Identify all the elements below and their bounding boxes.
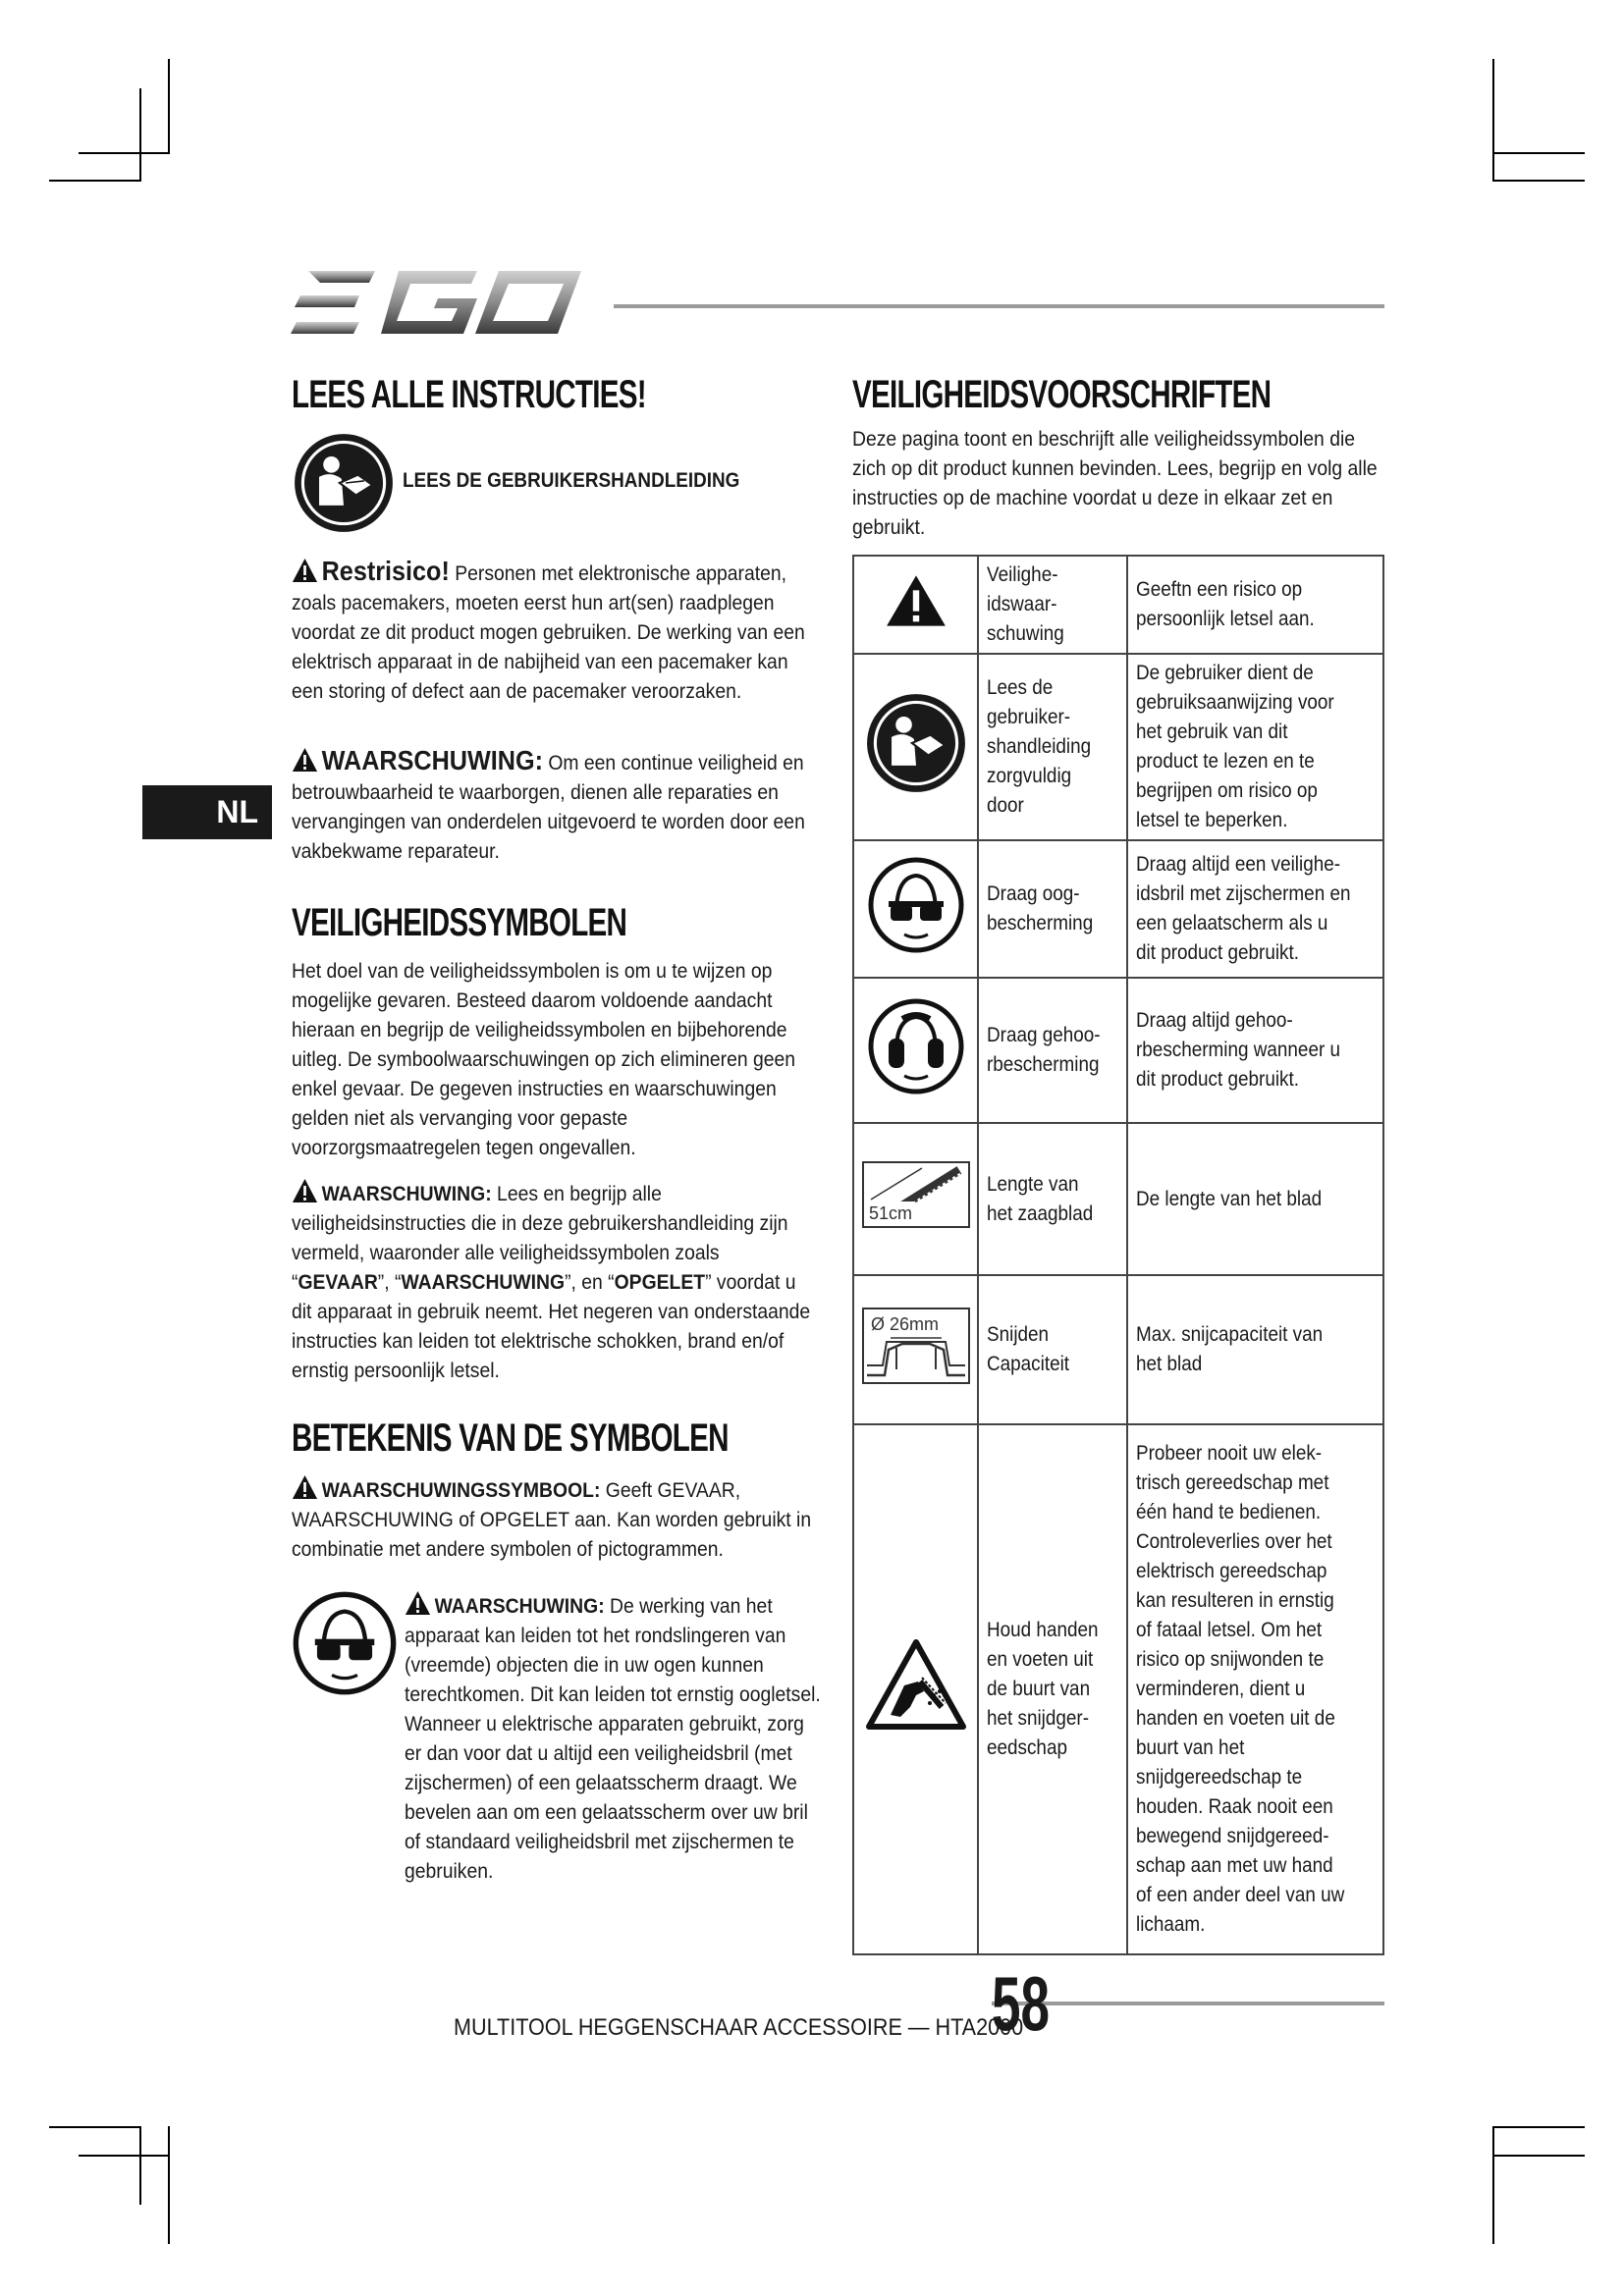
safety-symbols-table bbox=[852, 555, 1384, 1955]
cutting-capacity-icon bbox=[861, 1307, 971, 1385]
warning-repairs-paragraph bbox=[292, 746, 813, 866]
crop-mark bbox=[139, 2126, 141, 2205]
symbol-name: Draag oog-bescherming bbox=[987, 882, 1094, 934]
table-cell-desc bbox=[1127, 978, 1383, 1123]
table-cell-name bbox=[978, 1424, 1127, 1954]
symbol-description: De gebruiker dient de gebruiksaanwijzing voor het gebruik van dit product te lezen en te begrijpen om risico op letsel te beperken. bbox=[1136, 662, 1334, 831]
table-cell-icon bbox=[853, 1275, 978, 1424]
crop-mark bbox=[79, 152, 170, 154]
warning-symbol-paragraph bbox=[292, 1474, 813, 1564]
symbol-name: Snijden Capaciteit bbox=[987, 1323, 1070, 1375]
crop-mark bbox=[1492, 2126, 1494, 2244]
symbol-description: Max. snijcapaciteit van het blad bbox=[1136, 1323, 1324, 1375]
warning-triangle-icon bbox=[292, 1178, 318, 1203]
crop-mark bbox=[1492, 2126, 1585, 2128]
footer-rule bbox=[992, 2002, 1384, 2005]
warning-triangle-icon bbox=[292, 558, 318, 583]
blade-length-icon bbox=[861, 1160, 971, 1229]
warning-eye-paragraph bbox=[405, 1590, 825, 1886]
safety-rules-intro: Deze pagina toont en beschrijft alle veiligheidssymbolen die zich op dit product kunnen bevinden. Lees, begrijp en volg alle instructies op de machine voordat u deze in elkaar zet en gebruikt. bbox=[852, 427, 1378, 539]
table-cell-icon bbox=[853, 1424, 978, 1954]
ego-logo bbox=[291, 267, 585, 338]
warning-text: ”, en “ bbox=[565, 1270, 615, 1294]
crop-mark bbox=[139, 88, 141, 182]
table-cell-icon bbox=[853, 978, 978, 1123]
page-number: 58 bbox=[992, 1960, 1051, 2047]
safety-symbols-paragraph: Het doel van de veiligheidssymbolen is om u te wijzen op mogelijke gevaren. Besteed daarom voldoende aandacht hieraan en begrijp de veiligheidssymbolen en bijbehorende uitleg. De symboolwaarschuwingen op zich elimineren geen enkel gevaar. De gegeven instructies en waarschuwingen gelden niet als vervanging voor gepaste voorzorgsmaatregelen tegen ongevallen. bbox=[292, 959, 796, 1159]
symbol-description: De lengte van het blad bbox=[1136, 1187, 1323, 1210]
symbol-description: Probeer nooit uw elek-trisch gereedschap met één hand te bedienen. Controleverlies over het elektrisch gereedschap kan resulteren in ernstig of fataal letsel. Om het risico op snijwonden te verminderen, dient u handen en voeten uit de buurt van het snijdgereedschap te houden. Raak nooit een bewegend snijdgereed-schap aan met uw hand of een ander deel van uw lichaam. bbox=[1136, 1442, 1345, 1936]
warning-read-paragraph bbox=[292, 1178, 813, 1385]
language-tab: NL bbox=[142, 785, 272, 839]
table-cell-name bbox=[978, 654, 1127, 840]
table-cell-name bbox=[978, 1275, 1127, 1424]
crop-mark bbox=[49, 180, 141, 182]
warning-text: ” voordat u dit apparaat in gebruik neemt. Het negeren van onderstaande instructies kan leiden tot elektrische schokken, brand en/of ernstig persoonlijk letsel. bbox=[292, 1270, 811, 1382]
table-cell-icon bbox=[853, 840, 978, 978]
table-row bbox=[853, 654, 1383, 840]
table-cell-desc bbox=[1127, 654, 1383, 840]
symbol-name: Houd handen en voeten uit de buurt van het snijdger-eedschap bbox=[987, 1619, 1099, 1759]
heading-safety-symbols: VEILIGHEIDSSYMBOLEN bbox=[292, 901, 627, 944]
symbol-description: Geeftn een risico op persoonlijk letsel aan. bbox=[1136, 578, 1315, 630]
table-row bbox=[853, 556, 1383, 654]
warning-triangle-icon bbox=[885, 572, 947, 629]
crop-mark bbox=[1492, 59, 1494, 182]
table-row bbox=[853, 840, 1383, 978]
symbol-name: Veilighe-idswaar-schuwing bbox=[987, 563, 1064, 645]
symbol-name: Draag gehoo-rbescherming bbox=[987, 1024, 1101, 1076]
read-manual-icon bbox=[293, 432, 395, 534]
blade-length-label: 51cm bbox=[868, 1203, 912, 1223]
symbol-description: Draag altijd een veilighe-idsbril met zijschermen en een gelaatscherm als u dit product gebruikt. bbox=[1136, 853, 1351, 964]
warning-triangle-icon bbox=[405, 1590, 431, 1616]
table-cell-desc bbox=[1127, 1123, 1383, 1275]
eye-protection-icon bbox=[292, 1590, 398, 1696]
residual-risk-text: Personen met elektronische apparaten, zoals pacemakers, moeten eerst hun art(sen) raadplegen voordat ze dit product mogen gebruiken. De werking van een elektrisch apparaat in de nabijheid van een pacemaker kan een storing of defect aan de pacemaker veroorzaken. bbox=[292, 561, 805, 703]
crop-mark bbox=[79, 2155, 170, 2157]
keyword-caution: OPGELET bbox=[614, 1270, 706, 1294]
ear-protection-icon bbox=[867, 997, 965, 1095]
warning-text: Om een continue veiligheid en betrouwbaarheid te waarborgen, dienen alle reparaties en vervangingen van onderdelen uitgevoerd te worden door een vakbekwame reparateur. bbox=[292, 751, 805, 863]
heading-read-instructions: LEES ALLE INSTRUCTIES! bbox=[292, 373, 646, 416]
heading-symbol-meaning: BETEKENIS VAN DE SYMBOLEN bbox=[292, 1416, 729, 1460]
warning-text: ”, “ bbox=[377, 1270, 402, 1294]
table-cell-name bbox=[978, 840, 1127, 978]
header-rule bbox=[614, 304, 1384, 308]
table-row bbox=[853, 978, 1383, 1123]
table-cell-name bbox=[978, 978, 1127, 1123]
symbol-description: Draag altijd gehoo-rbescherming wanneer u dit product gebruikt. bbox=[1136, 1009, 1341, 1091]
warning-symbol-text: Geeft GEVAAR, WAARSCHUWING of OPGELET aan. Kan worden gebruikt in combinatie met andere symbolen of pictogrammen. bbox=[292, 1478, 812, 1561]
crop-mark bbox=[168, 2126, 170, 2244]
table-cell-desc bbox=[1127, 840, 1383, 978]
crop-mark bbox=[49, 2126, 141, 2128]
eye-protection-icon bbox=[867, 856, 965, 954]
table-cell-desc bbox=[1127, 1275, 1383, 1424]
warning-text: Lees en begrijp alle veiligheidsinstructies die in deze gebruikershandleiding zijn vermeld, waaronder alle veiligheidssymbolen zoals “ bbox=[292, 1182, 788, 1294]
warning-label: WAARSCHUWING: bbox=[321, 1182, 492, 1205]
table-cell-icon bbox=[853, 1123, 978, 1275]
crop-mark bbox=[168, 59, 170, 154]
table-cell-desc bbox=[1127, 1424, 1383, 1954]
read-manual-label: LEES DE GEBRUIKERSHANDLEIDING bbox=[403, 469, 740, 492]
warning-eye-text: De werking van het apparaat kan leiden tot het rondslingeren van (vreemde) objecten die in uw ogen kunnen terechtkomen. Dit kan leiden tot ernstig oogletsel. Wanneer u elektrische apparaten gebruikt, zorg er dan voor dat u altijd een veiligheidsbril (met zijschermen) of een gelaatsscherm draagt. We bevelen aan om een gelaatsscherm over uw bril of standaard veiligheidsbril met zijschermen te gebruiken. bbox=[405, 1594, 821, 1883]
table-row bbox=[853, 1275, 1383, 1424]
crop-mark bbox=[1492, 180, 1585, 182]
cutting-capacity-label: Ø 26mm bbox=[870, 1313, 939, 1334]
warning-label: WAARSCHUWING: bbox=[434, 1594, 605, 1618]
keyword-warning: WAARSCHUWING bbox=[401, 1270, 566, 1294]
heading-safety-rules: VEILIGHEIDSVOORSCHRIFTEN bbox=[852, 373, 1272, 416]
read-manual-icon bbox=[865, 692, 967, 794]
table-row bbox=[853, 1123, 1383, 1275]
table-cell-name bbox=[978, 556, 1127, 654]
table-row bbox=[853, 1424, 1383, 1954]
keyword-danger: GEVAAR bbox=[298, 1270, 378, 1294]
warning-triangle-icon bbox=[292, 1474, 318, 1500]
table-cell-icon bbox=[853, 654, 978, 840]
table-cell-icon bbox=[853, 556, 978, 654]
crop-mark bbox=[1492, 152, 1585, 154]
table-cell-desc bbox=[1127, 556, 1383, 654]
crop-mark bbox=[1492, 2155, 1585, 2157]
warning-triangle-icon bbox=[292, 747, 318, 773]
footer-title: MULTITOOL HEGGENSCHAAR ACCESSOIRE — HTA2000 bbox=[454, 2014, 1024, 2041]
warning-symbol-label: WAARSCHUWINGSSYMBOOL: bbox=[321, 1478, 601, 1502]
residual-risk-paragraph bbox=[292, 557, 813, 706]
table-cell-name bbox=[978, 1123, 1127, 1275]
warning-label: WAARSCHUWING: bbox=[321, 745, 543, 775]
keep-hands-away-icon bbox=[865, 1638, 967, 1733]
symbol-name: Lengte van het zaagblad bbox=[987, 1172, 1094, 1225]
symbol-name: Lees de gebruiker-shandleiding zorgvuldig door bbox=[987, 676, 1092, 817]
residual-risk-label: Restrisico! bbox=[321, 556, 450, 586]
